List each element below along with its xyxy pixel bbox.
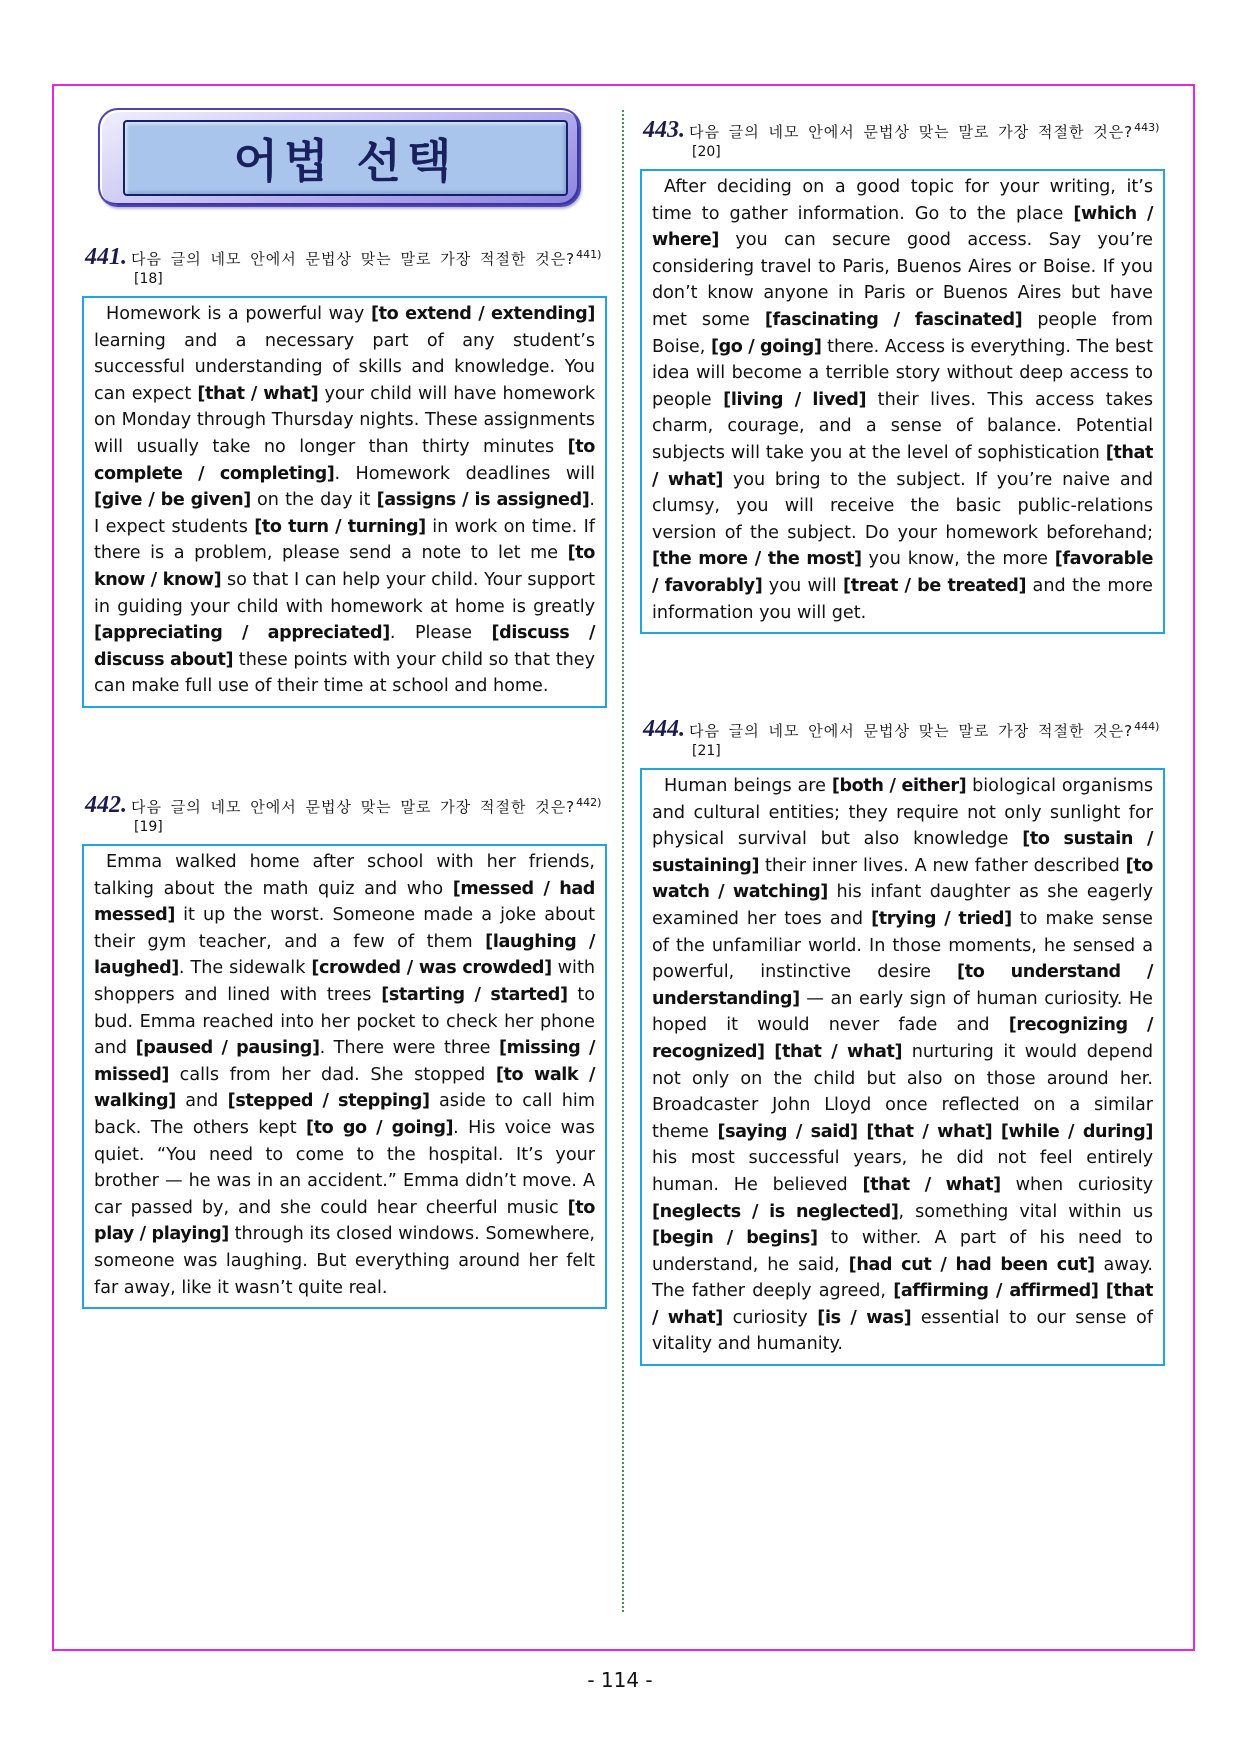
- answer-choice: [paused / pausing]: [135, 1038, 320, 1059]
- footnote-marker: 442): [576, 796, 602, 809]
- answer-choice: [to understand / understanding]: [652, 962, 1153, 1009]
- answer-choice: [to play / playing]: [94, 1197, 595, 1245]
- answer-choice: [appreciating / appreciated]: [94, 623, 390, 644]
- answer-choice: [starting / started]: [381, 984, 568, 1005]
- question-source: [19]: [134, 819, 163, 835]
- answer-choice: [saying / said]: [717, 1121, 858, 1142]
- answer-choice: [discuss / discuss about]: [94, 623, 596, 670]
- answer-choice: [that / what]: [774, 1041, 903, 1062]
- answer-choice: [is / was]: [817, 1307, 912, 1328]
- question-title-line: [82, 244, 607, 270]
- answer-choice: [to extend / extending]: [370, 304, 595, 324]
- footnote-marker: 444): [1134, 720, 1160, 733]
- answer-choice: [favorable / favorably]: [652, 549, 1153, 596]
- passage-text: Emma walked home after school with her friends, talking about the math quiz and who [messed / had messed] it up the worst. Someone made a joke about their gym teacher, and a few of them [laughing / laughed]. The sidewalk [crowded / was crowded] with shoppers and lined with trees [starting / started] to bud. Emma reached into her pocket to check her phone and [paused / pausing]. There were three [missing / missed] calls from her dad. She stopped [to walk / walking] and [stepped / stepping] aside to call him back. The others kept [to go / going]. His voice was quiet. “You need to come to the hospital. It’s your brother — he was in an accident.” Emma didn’t move. A car passed by, and she could hear cheerful music [to play / playing] through its closed windows. Somewhere, someone was laughing. But everything around her felt far away, like it wasn’t quite real.: [94, 852, 596, 1298]
- answer-choice: [begin / begins]: [652, 1228, 818, 1249]
- question-441: [82, 244, 607, 792]
- answer-choice: [to go / going]: [306, 1117, 454, 1138]
- passage-box: [640, 169, 1165, 634]
- answer-choice: [neglects / is neglected]: [652, 1201, 899, 1222]
- answer-choice: [laughing / laughed]: [94, 931, 595, 979]
- passage-text: Homework is a powerful way [to extend / extending] learning and a necessary part of any student’s successful understanding of skills and knowledge. You can expect [that / what] your child will have homework on Monday through Thursday nights. These assignments will usually take no longer than thirty minutes [to complete / completing]. Homework deadlines will [give / be given] on the day it [assigns / is assigned]. I expect students [to turn / turning] in work on time. If there is a problem, please send a note to let me [to know / know] so that I can help your child. Your support in guiding your child with homework at home is greatly [appreciating / appreciated]. Please [discuss / discuss about] these points with your child so that they can make full use of their time at school and home.: [94, 304, 596, 697]
- question-443: [640, 117, 1165, 716]
- answer-choice: [go / going]: [710, 336, 822, 357]
- answer-choice: [both / either]: [831, 776, 967, 796]
- answer-choice: [to sustain / sustaining]: [652, 829, 1153, 876]
- answer-choice: [which / where]: [652, 203, 1153, 251]
- left-column: [82, 244, 607, 1309]
- answer-choice: [to turn / turning]: [254, 516, 426, 537]
- question-instruction: 다음 글의 네모 안에서 문법상 맞는 말로 가장 적절한 것은?: [689, 123, 1134, 141]
- passage-box: [82, 844, 607, 1309]
- answer-choice: [recognizing / recognized]: [652, 1015, 1153, 1062]
- question-source: [18]: [134, 271, 163, 287]
- page-number: - 114 -: [587, 1668, 653, 1692]
- passage-text: Human beings are [both / either] biological organisms and cultural entities; they require not only sunlight for physical survival but also knowledge [to sustain / sustaining] their inner lives. A new father described [to watch / watching] his infant daughter as she eagerly examined her toes and [trying / tried] to make sense of the unfamiliar world. In those moments, he sensed a powerful, instinctive desire [to understand / understanding] — an early sign of human curiosity. He hoped it would never fade and [recognizing / recognized] [that / what] nurturing it would depend not only on the child but also on those around her. Broadcaster John Lloyd once reflected on a similar theme [saying / said] [that / what] [while / during] his most successful years, he did not feel entirely human. He believed [that / what] when curiosity [neglects / is neglected], something vital within us [begin / begins] to wither. A part of his need to understand, he said, [had cut / had been cut] away. The father deeply agreed, [affirming / affirmed] [that / what] curiosity [is / was] essential to our sense of vitality and humanity.: [652, 776, 1154, 1355]
- question-header: [640, 117, 1165, 161]
- section-title-plate: [98, 108, 581, 207]
- footnote-marker: 443): [1134, 121, 1160, 134]
- answer-choice: [missing / missed]: [94, 1038, 595, 1085]
- question-header: [82, 792, 607, 836]
- answer-choice: [give / be given]: [94, 490, 251, 511]
- passage-text: After deciding on a good topic for your writing, it’s time to gather information. Go to the place [which / where] you can secure good access. Say you’re considering travel to Paris, Buenos Aires or Boise. If you don’t know anyone in Paris or Buenos Aires but have met some [fascinating / fascinated] people from Boise, [go / going] there. Access is everything. The best idea will become a terrible story without deep access to people [living / lived] their lives. This access takes charm, courage, and a sense of balance. Potential subjects will take you at the level of sophistication [that / what] you bring to the subject. If you’re naive and clumsy, you will receive the basic public-relations version of the subject. Do your homework beforehand; [the more / the most] you know, the more [favorable / favorably] you will [treat / be treated] and the more information you will get.: [652, 177, 1154, 623]
- question-instruction: 다음 글의 네모 안에서 문법상 맞는 말로 가장 적절한 것은?: [131, 250, 576, 268]
- right-column: [640, 117, 1165, 1366]
- answer-choice: [while / during]: [1000, 1121, 1154, 1142]
- answer-choice: [treat / be treated]: [843, 575, 1027, 596]
- answer-choice: [that / what]: [862, 1174, 1001, 1195]
- answer-choice: [to walk / walking]: [94, 1064, 595, 1112]
- answer-choice: [crowded / was crowded]: [311, 958, 552, 979]
- question-source: [20]: [692, 144, 721, 160]
- answer-choice: [to complete / completing]: [94, 436, 595, 484]
- question-source: [21]: [692, 743, 721, 759]
- answer-choice: [assigns / is assigned]: [376, 490, 590, 511]
- question-number: 444.: [643, 716, 685, 742]
- passage-box: [82, 296, 607, 708]
- question-instruction: 다음 글의 네모 안에서 문법상 맞는 말로 가장 적절한 것은?: [689, 722, 1134, 740]
- footnote-marker: 441): [576, 248, 602, 261]
- question-title-line: [640, 117, 1165, 143]
- answer-choice: [living / lived]: [723, 389, 867, 410]
- answer-choice: [affirming / affirmed]: [893, 1281, 1099, 1302]
- answer-choice: [that / what]: [866, 1121, 993, 1142]
- question-number: 443.: [643, 117, 685, 143]
- question-header: [82, 244, 607, 288]
- answer-choice: [fascinating / fascinated]: [764, 309, 1023, 330]
- passage-box: [640, 768, 1165, 1366]
- answer-choice: [that / what]: [652, 442, 1153, 490]
- answer-choice: [the more / the most]: [652, 549, 862, 570]
- answer-choice: [had cut / had been cut]: [848, 1254, 1095, 1275]
- question-442: [82, 792, 607, 1309]
- section-title-inner: [123, 120, 568, 196]
- question-number: 442.: [85, 792, 127, 818]
- question-instruction: 다음 글의 네모 안에서 문법상 맞는 말로 가장 적절한 것은?: [131, 798, 576, 816]
- question-number: 441.: [85, 244, 127, 270]
- answer-choice: [trying / tried]: [871, 908, 1012, 929]
- question-title-line: [82, 792, 607, 818]
- answer-choice: [that / what]: [197, 383, 319, 404]
- answer-choice: [that / what]: [652, 1281, 1154, 1328]
- answer-choice: [messed / had messed]: [94, 878, 596, 926]
- question-header: [640, 716, 1165, 760]
- question-444: [640, 716, 1165, 1366]
- answer-choice: [to watch / watching]: [652, 855, 1153, 903]
- section-title: 어법 선택: [233, 134, 458, 188]
- column-divider: [622, 110, 624, 1612]
- answer-choice: [to know / know]: [94, 543, 595, 590]
- question-title-line: [640, 716, 1165, 742]
- answer-choice: [stepped / stepping]: [227, 1091, 430, 1112]
